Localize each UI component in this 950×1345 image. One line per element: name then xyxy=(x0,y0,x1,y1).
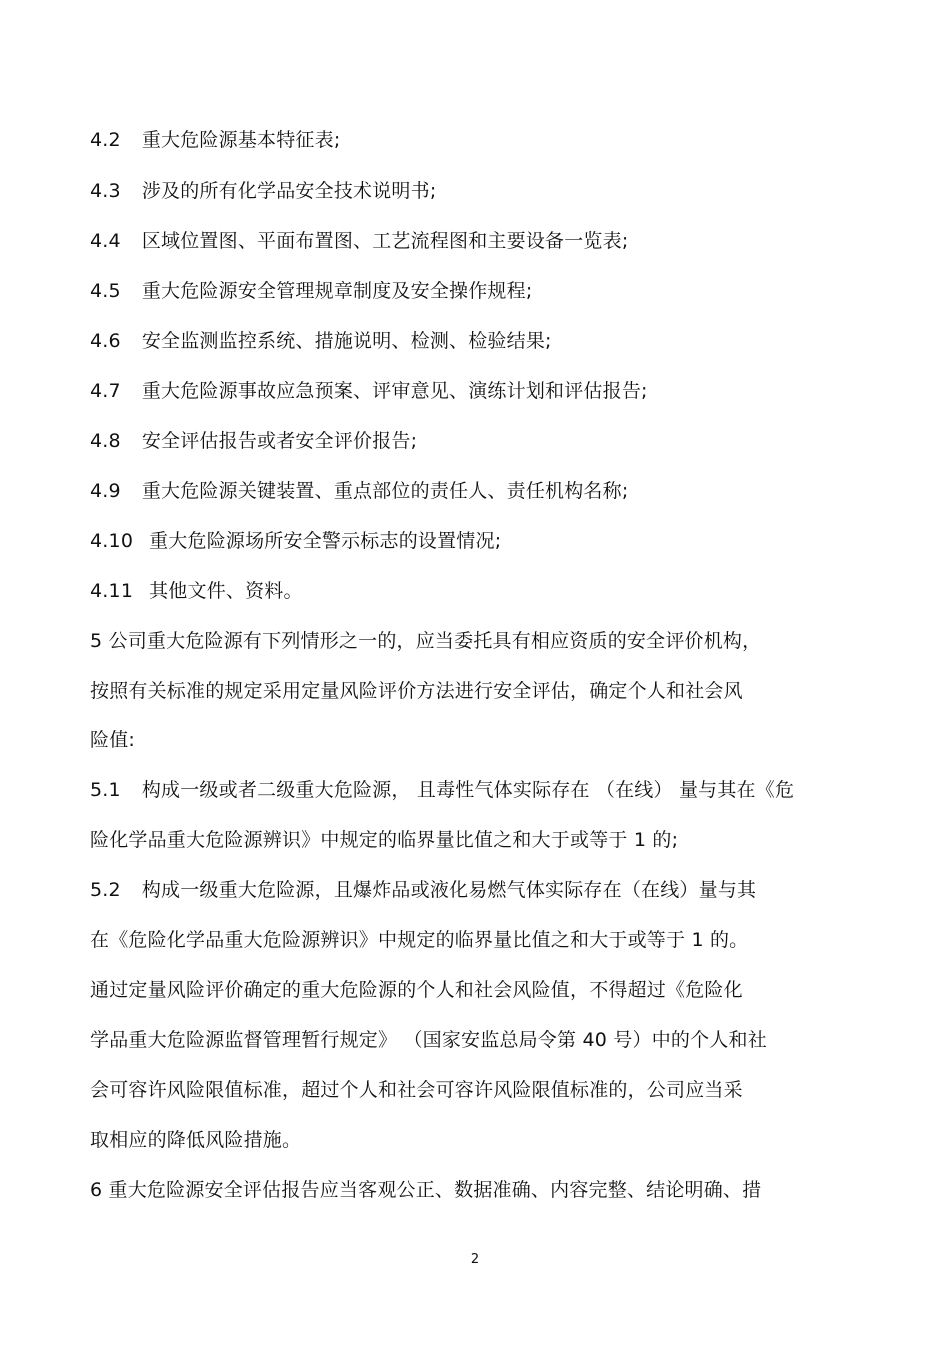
item-number: 4.2 xyxy=(90,129,121,151)
page-number: 2 xyxy=(470,1252,480,1267)
list-item xyxy=(90,578,303,604)
item-number: 4.7 xyxy=(90,380,121,402)
item-text: 涉及的所有化学品安全技术说明书; xyxy=(141,180,437,202)
item-text: 重大危险源场所安全警示标志的设置情况; xyxy=(149,530,502,552)
item-text: 重大危险源事故应急预案、评审意见、演练计划和评估报告; xyxy=(141,380,648,402)
paragraph-5-1-line xyxy=(90,777,794,803)
paragraph-risk-line: 学品重大危险源监督管理暂行规定》 （国家安监总局令第 40 号）中的个人和社 xyxy=(90,1029,767,1051)
paragraph-risk-line: 取相应的降低风险措施。 xyxy=(90,1129,302,1151)
item-number: 5.2 xyxy=(90,879,121,901)
item-number: 4.8 xyxy=(90,430,121,452)
list-item xyxy=(90,528,501,554)
paragraph-5-2-line: 在《危险化学品重大危险源辨识》中规定的临界量比值之和大于或等于 1 的。 xyxy=(90,929,749,951)
list-item xyxy=(90,178,436,204)
list-item xyxy=(90,278,532,304)
item-number: 4.4 xyxy=(90,230,121,252)
paragraph-5-2-line xyxy=(90,877,756,903)
item-number: 4.3 xyxy=(90,180,121,202)
paragraph-risk-line: 会可容许风险限值标准，超过个人和社会可容许风险限值标准的，公司应当采 xyxy=(90,1079,743,1101)
paragraph-5-1-line: 险化学品重大危险源辨识》中规定的临界量比值之和大于或等于 1 的; xyxy=(90,829,679,851)
item-text: 重大危险源基本特征表; xyxy=(141,129,341,151)
item-text: 构成一级或者二级重大危险源， 且毒性气体实际存在 （在线） 量与其在《危 xyxy=(141,779,795,801)
item-text: 安全评估报告或者安全评价报告; xyxy=(141,430,418,452)
item-text: 区域位置图、平面布置图、工艺流程图和主要设备一览表; xyxy=(141,230,629,252)
paragraph-6-line: 6 重大危险源安全评估报告应当客观公正、数据准确、内容完整、结论明确、措 xyxy=(90,1179,762,1201)
item-text: 其他文件、资料。 xyxy=(149,580,303,602)
paragraph-risk-line: 通过定量风险评价确定的重大危险源的个人和社会风险值，不得超过《危险化 xyxy=(90,979,743,1001)
item-text: 重大危险源关键装置、重点部位的责任人、责任机构名称; xyxy=(141,480,629,502)
list-item xyxy=(90,378,648,404)
item-text: 安全监测监控系统、措施说明、检测、检验结果; xyxy=(141,330,552,352)
list-item xyxy=(90,328,552,354)
item-number: 5.1 xyxy=(90,779,121,801)
paragraph-5-line: 按照有关标准的规定采用定量风险评价方法进行安全评估，确定个人和社会风 xyxy=(90,680,743,702)
item-text: 构成一级重大危险源，且爆炸品或液化易燃气体实际存在（在线）量与其 xyxy=(141,879,757,901)
list-item xyxy=(90,428,417,454)
item-text: 重大危险源安全管理规章制度及安全操作规程; xyxy=(141,280,533,302)
paragraph-5-line: 5 公司重大危险源有下列情形之一的，应当委托具有相应资质的安全评价机构， xyxy=(90,630,762,652)
list-item xyxy=(90,478,628,504)
item-number: 4.11 xyxy=(90,580,134,602)
item-number: 4.9 xyxy=(90,480,121,502)
item-number: 4.5 xyxy=(90,280,121,302)
list-item xyxy=(90,228,628,254)
list-item xyxy=(90,127,340,153)
paragraph-5-line: 险值: xyxy=(90,729,136,751)
item-number: 4.10 xyxy=(90,530,134,552)
item-number: 4.6 xyxy=(90,330,121,352)
